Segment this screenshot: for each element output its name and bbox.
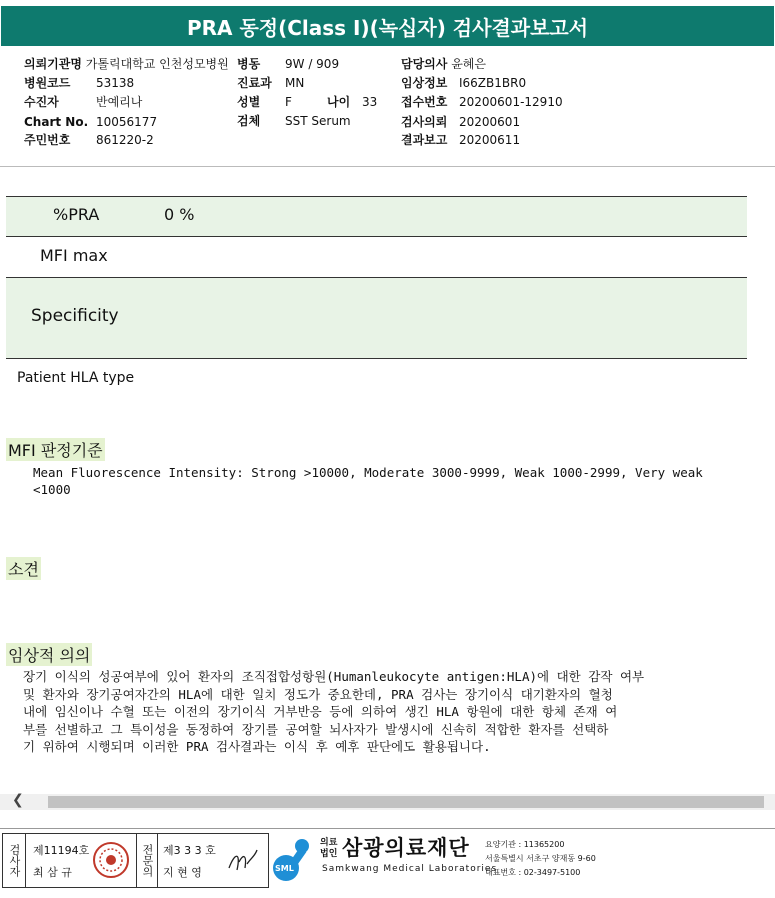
request-value: 20200601 [459,115,521,129]
mfi-criteria [33,464,703,498]
report-label: 결과보고 [401,133,448,147]
hospital-value: 가톨릭대학교 인천성모병원 [85,57,229,71]
signature-box [2,833,269,888]
clinical-value: I66ZB1BR0 [459,76,527,90]
id-label: 주민번호 [24,133,71,147]
sex-value: F [285,95,292,109]
clinical-heading: 임상적 의의 [6,643,92,666]
report-value: 20200611 [459,133,521,147]
clinical-text [23,668,644,756]
specimen-value: SST Serum [285,114,351,128]
clinical-label: 임상정보 [401,76,448,90]
code-value: 53138 [96,76,135,90]
specialist-no: 제3 3 3 호 [163,844,216,857]
pra-label: %PRA [53,205,100,224]
divider [0,166,775,167]
mfi-max-row [6,236,747,277]
mfi-criteria-line1: Mean Fluorescence Intensity: Strong >10000, Moderate 3000-9999, Weak 1000-2999, Very weak [33,465,703,480]
ward-label: 병동 [237,57,261,71]
age-value: 33 [362,95,378,109]
dept-label: 진료과 [237,76,272,90]
specialist-name: 지 현 영 [163,866,202,879]
scrollbar-thumb[interactable] [48,796,764,808]
footer-divider [0,828,775,829]
hla-type-label: Patient HLA type [17,370,135,386]
receipt-label: 접수번호 [401,95,448,109]
report-title-text: PRA 동정(Class I)(녹십자) 검사결과보고서 [186,15,589,40]
pra-value: 0 % [164,205,195,224]
clinical-line3: 내에 임신이나 수혈 또는 이전의 장기이식 거부반응 등에 의하여 생긴 HLA 항원에 대한 항체 존재 여 [23,704,618,719]
specimen-label: 검체 [237,114,261,128]
specificity-row [6,277,747,359]
org-address: 서울특별시 서초구 양재동 9-60 [485,854,596,863]
mfi-max-label: MFI max [40,246,108,265]
horizontal-scrollbar[interactable] [0,794,775,810]
doctor-label: 담당의사 [401,57,448,71]
id-value: 861220-2 [96,133,154,147]
hospital-label: 의뢰기관명 [24,57,82,71]
doctor-row [401,55,486,74]
sex-label: 성별 [237,95,261,109]
examiner-name: 최 삼 규 [33,866,72,879]
opinion-heading: 소견 [6,557,41,580]
mfi-heading: MFI 판정기준 [6,438,105,461]
scroll-left-icon[interactable]: ❮ [12,792,24,808]
logo-text: SML [275,864,294,873]
mfi-criteria-line2: <1000 [33,482,71,497]
org-name: 삼광의료재단 [342,836,470,860]
patient-label: 수진자 [24,95,59,109]
clinical-line4: 부를 선별하고 그 특이성을 동정하여 장기를 공여할 뇌사자가 발생시에 신속히 적합한 환자를 선택하 [23,721,609,737]
chart-label: Chart No. [24,115,89,129]
request-label: 검사의뢰 [401,115,448,129]
examiner-label: 검사자 [3,834,26,887]
clinical-line5: 기 위하여 시행되며 이러한 PRA 검사결과는 이식 후 예후 판단에도 활용됩니다. [23,739,491,754]
sml-logo-icon [272,836,320,884]
age-label: 나이 [327,95,351,109]
specialist-label: 전문의 [136,834,158,887]
care-no: 요양기관 : 11365200 [485,840,565,849]
org-contact [485,838,596,880]
clinical-line1: 장기 이식의 성공여부에 있어 환자의 조직접합성항원(Humanleukocyte antigen:HLA)에 대한 감작 여부 [23,669,645,684]
receipt-value: 20200601-12910 [459,95,563,109]
seal-stamp-icon [91,840,131,880]
hospital-row [24,55,229,74]
org-en: Samkwang Medical Laboratories [322,864,498,874]
org-type: 의료법인 [320,838,338,859]
dept-value: MN [285,76,305,90]
examiner-no: 제11194호 [33,844,90,857]
signature-icon [225,844,261,878]
pra-row [6,196,747,236]
ward-value: 9W / 909 [285,57,340,71]
clinical-line2: 및 환자와 장기공여자간의 HLA에 대한 일치 정도가 중요한데, PRA 검사는 장기이식 대기환자의 혈청 [23,686,613,702]
ward-row [237,55,260,74]
patient-value: 반예리나 [96,95,143,109]
doctor-value: 윤혜은 [451,57,486,71]
report-title [1,6,774,46]
chart-value: 10056177 [96,115,158,129]
specificity-label: Specificity [31,306,119,326]
org-phone: 대표번호 : 02-3497-5100 [485,868,581,877]
code-label: 병원코드 [24,76,71,90]
